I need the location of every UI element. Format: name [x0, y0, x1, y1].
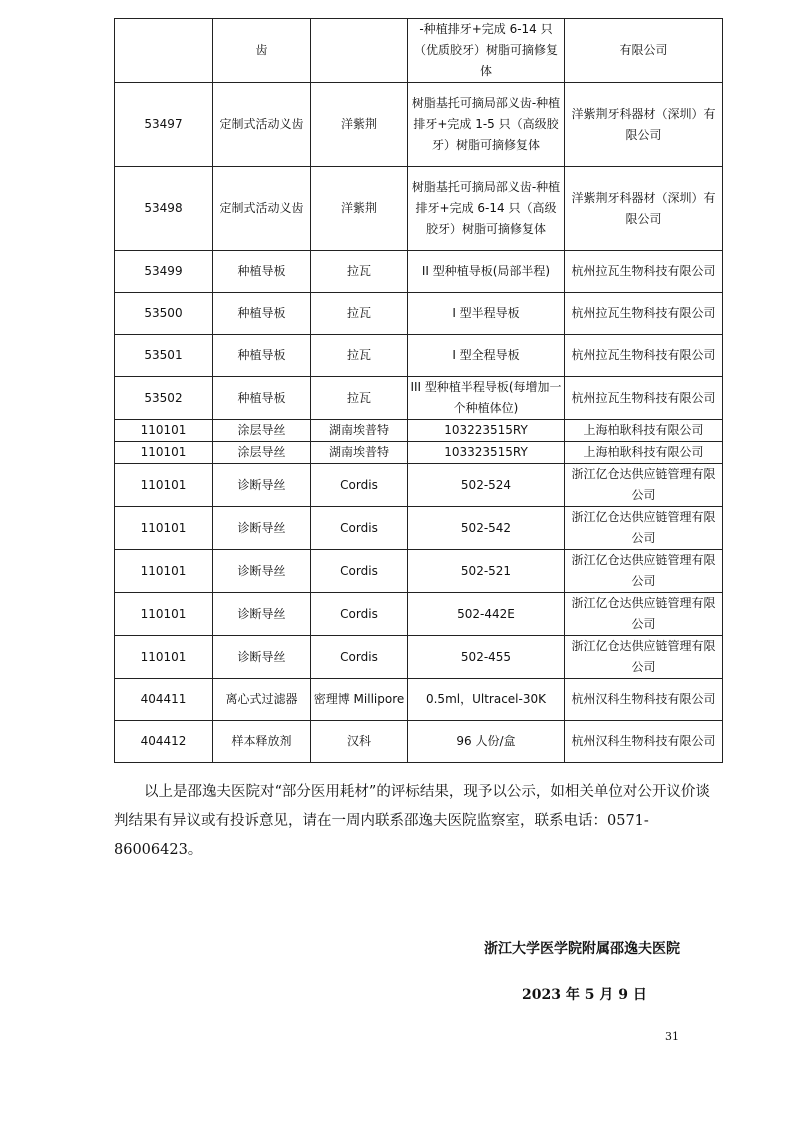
cell-code: 53502: [115, 377, 213, 420]
notice-paragraph: 以上是邵逸夫医院对“部分医用耗材”的评标结果，现予以公示，如相关单位对公开议价谈判结果有异议或有投诉意见，请在一周内联系邵逸夫医院监察室，联系电话：0571-86006423。: [114, 784, 710, 858]
table-row: [115, 251, 723, 293]
page-number: 31: [665, 1030, 679, 1043]
cell-brand: 汉科: [311, 721, 408, 763]
cell-spec: I 型半程导板: [408, 293, 565, 335]
cell-code: [115, 19, 213, 83]
cell-company: 浙江亿仓达供应链管理有限公司: [565, 507, 723, 550]
cell-company: 杭州拉瓦生物科技有限公司: [565, 335, 723, 377]
table-row: [115, 507, 723, 550]
cell-name: 诊断导丝: [213, 593, 311, 636]
cell-name: 诊断导丝: [213, 507, 311, 550]
table-body: [115, 19, 723, 763]
cell-company: 杭州拉瓦生物科技有限公司: [565, 377, 723, 420]
cell-name: 诊断导丝: [213, 636, 311, 679]
cell-company: 浙江亿仓达供应链管理有限公司: [565, 464, 723, 507]
cell-name: 种植导板: [213, 293, 311, 335]
cell-name: 种植导板: [213, 335, 311, 377]
table-row: [115, 377, 723, 420]
cell-spec: 103323515RY: [408, 442, 565, 464]
cell-code: 53499: [115, 251, 213, 293]
cell-name: 齿: [213, 19, 311, 83]
cell-code: 110101: [115, 420, 213, 442]
cell-brand: Cordis: [311, 550, 408, 593]
cell-code: 404412: [115, 721, 213, 763]
cell-code: 53501: [115, 335, 213, 377]
cell-spec: 502-521: [408, 550, 565, 593]
cell-spec: III 型种植半程导板(每增加一个种植体位): [408, 377, 565, 420]
cell-name: 涂层导丝: [213, 420, 311, 442]
cell-brand: 拉瓦: [311, 377, 408, 420]
cell-spec: 树脂基托可摘局部义齿-种植排牙+完成 1-5 只（高级胶牙）树脂可摘修复体: [408, 83, 565, 167]
table-row: [115, 420, 723, 442]
table-row: [115, 293, 723, 335]
table-row: [115, 636, 723, 679]
cell-brand: Cordis: [311, 593, 408, 636]
cell-spec: 96 人份/盒: [408, 721, 565, 763]
cell-code: 404411: [115, 679, 213, 721]
cell-company: 浙江亿仓达供应链管理有限公司: [565, 636, 723, 679]
cell-name: 涂层导丝: [213, 442, 311, 464]
cell-name: 诊断导丝: [213, 464, 311, 507]
table-row: [115, 464, 723, 507]
cell-name: 样本释放剂: [213, 721, 311, 763]
cell-brand: [311, 19, 408, 83]
table-row: [115, 335, 723, 377]
cell-company: 洋紫荆牙科器材（深圳）有限公司: [565, 167, 723, 251]
cell-name: 种植导板: [213, 377, 311, 420]
signature-organization: 浙江大学医学院附属邵逸夫医院: [484, 941, 680, 957]
cell-code: 110101: [115, 507, 213, 550]
table-row: [115, 167, 723, 251]
cell-spec: 502-524: [408, 464, 565, 507]
table-row: [115, 19, 723, 83]
cell-brand: Cordis: [311, 507, 408, 550]
cell-code: 53497: [115, 83, 213, 167]
table-row: [115, 550, 723, 593]
cell-spec: 树脂基托可摘局部义齿-种植排牙+完成 6-14 只（高级胶牙）树脂可摘修复体: [408, 167, 565, 251]
cell-brand: 洋紫荆: [311, 167, 408, 251]
cell-company: 杭州汉科生物科技有限公司: [565, 679, 723, 721]
cell-name: 定制式活动义齿: [213, 167, 311, 251]
cell-spec: II 型种植导板(局部半程): [408, 251, 565, 293]
cell-brand: 密理博 Millipore: [311, 679, 408, 721]
cell-name: 种植导板: [213, 251, 311, 293]
cell-spec: 0.5ml，Ultracel-30K: [408, 679, 565, 721]
cell-brand: Cordis: [311, 464, 408, 507]
table-row: [115, 721, 723, 763]
cell-company: 浙江亿仓达供应链管理有限公司: [565, 593, 723, 636]
cell-spec: I 型全程导板: [408, 335, 565, 377]
cell-brand: 拉瓦: [311, 251, 408, 293]
cell-brand: 拉瓦: [311, 335, 408, 377]
cell-spec: 502-542: [408, 507, 565, 550]
cell-spec: 103223515RY: [408, 420, 565, 442]
cell-company: 有限公司: [565, 19, 723, 83]
cell-code: 110101: [115, 464, 213, 507]
cell-brand: 拉瓦: [311, 293, 408, 335]
cell-spec: 502-442E: [408, 593, 565, 636]
cell-brand: Cordis: [311, 636, 408, 679]
cell-company: 杭州拉瓦生物科技有限公司: [565, 251, 723, 293]
signature-date: 2023 年 5 月 9 日: [522, 987, 647, 1003]
cell-company: 上海柏耿科技有限公司: [565, 420, 723, 442]
cell-company: 杭州拉瓦生物科技有限公司: [565, 293, 723, 335]
cell-code: 110101: [115, 442, 213, 464]
cell-code: 110101: [115, 593, 213, 636]
cell-brand: 湖南埃普特: [311, 442, 408, 464]
table-row: [115, 679, 723, 721]
table-row: [115, 442, 723, 464]
cell-name: 定制式活动义齿: [213, 83, 311, 167]
cell-name: 诊断导丝: [213, 550, 311, 593]
cell-company: 洋紫荆牙科器材（深圳）有限公司: [565, 83, 723, 167]
cell-company: 杭州汉科生物科技有限公司: [565, 721, 723, 763]
cell-code: 53498: [115, 167, 213, 251]
cell-brand: 洋紫荆: [311, 83, 408, 167]
cell-name: 离心式过滤器: [213, 679, 311, 721]
cell-code: 110101: [115, 550, 213, 593]
cell-code: 110101: [115, 636, 213, 679]
consumables-table: [114, 18, 723, 763]
cell-spec: -种植排牙+完成 6-14 只（优质胶牙）树脂可摘修复体: [408, 19, 565, 83]
cell-brand: 湖南埃普特: [311, 420, 408, 442]
table-row: [115, 83, 723, 167]
cell-code: 53500: [115, 293, 213, 335]
cell-company: 上海柏耿科技有限公司: [565, 442, 723, 464]
cell-company: 浙江亿仓达供应链管理有限公司: [565, 550, 723, 593]
table-row: [115, 593, 723, 636]
cell-spec: 502-455: [408, 636, 565, 679]
